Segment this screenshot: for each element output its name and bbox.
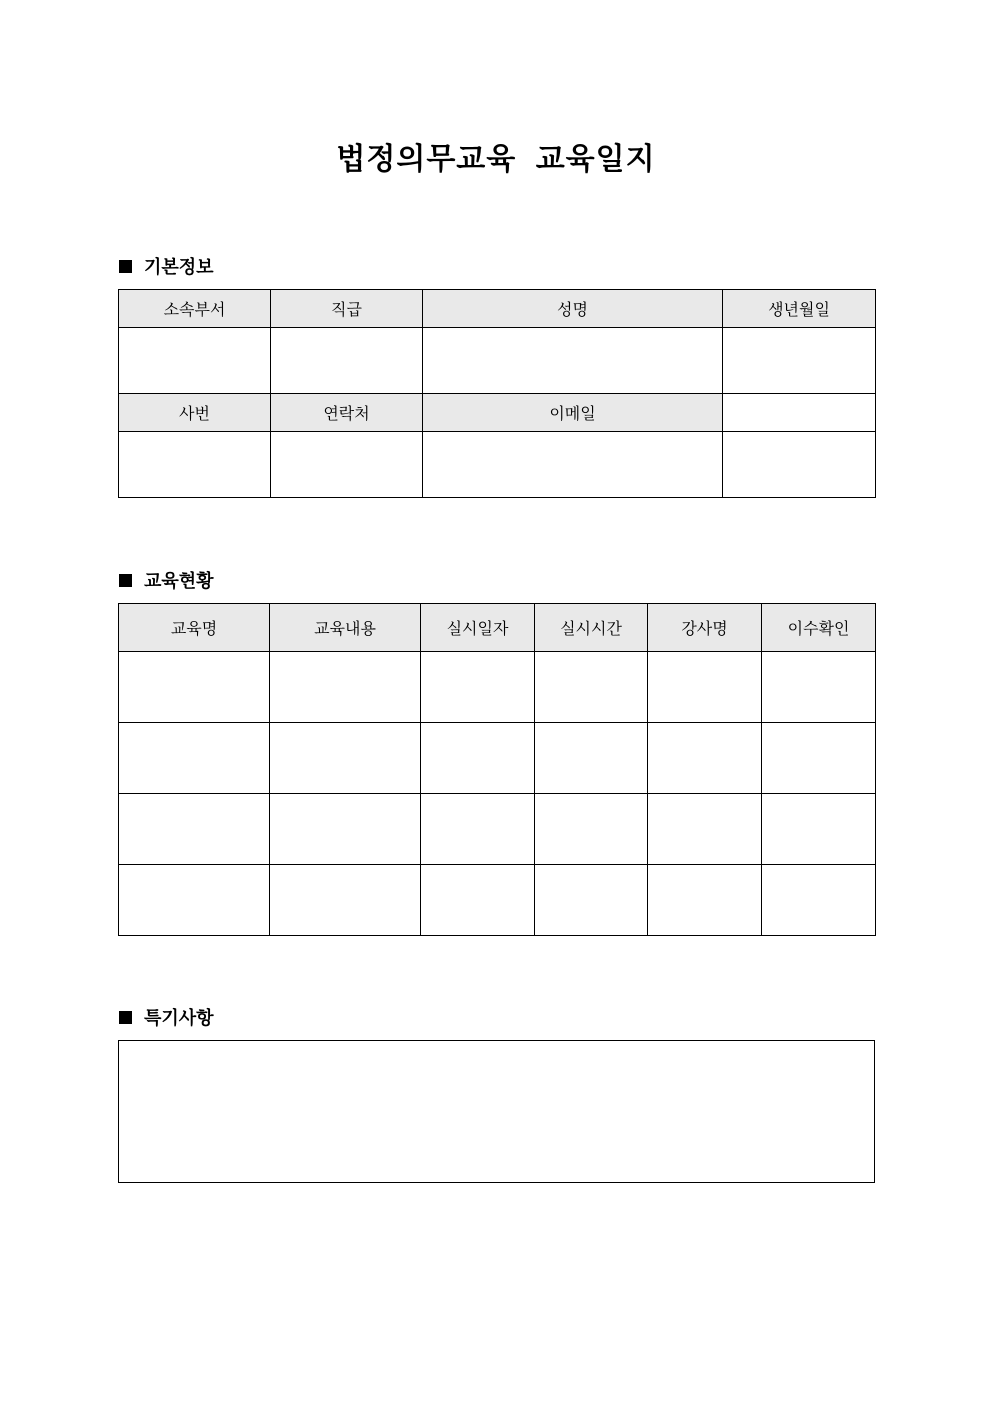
table-row [119,723,876,794]
table-row [119,328,876,394]
header-cell-name: 성명 [423,290,723,328]
input-cell-department[interactable] [119,328,271,394]
header-cell-department: 소속부서 [119,290,271,328]
table-header-row [119,394,876,432]
input-cell[interactable] [762,794,876,865]
table-row [119,794,876,865]
input-cell[interactable] [535,723,648,794]
input-cell[interactable] [535,794,648,865]
input-cell[interactable] [421,794,535,865]
section-heading-education-status [119,567,214,593]
header-cell-completion: 이수확인 [762,604,876,652]
input-cell[interactable] [421,865,535,936]
input-cell[interactable] [421,723,535,794]
header-cell-position: 직급 [271,290,423,328]
table-header-row [119,604,876,652]
section-heading-basic-info [119,253,214,279]
education-status-table [118,603,876,936]
input-cell[interactable] [270,865,421,936]
square-bullet-icon [119,260,132,273]
input-cell[interactable] [270,794,421,865]
input-cell[interactable] [762,723,876,794]
input-cell[interactable] [119,723,270,794]
input-cell-name[interactable] [423,328,723,394]
header-cell-empty [723,394,876,432]
input-cell[interactable] [648,723,762,794]
input-cell[interactable] [270,652,421,723]
table-row [119,865,876,936]
input-cell-employee-id[interactable] [119,432,271,498]
section-heading-label: 교육현황 [144,571,214,592]
input-cell-contact[interactable] [271,432,423,498]
header-cell-birthdate: 생년월일 [723,290,876,328]
header-cell-contact: 연락처 [271,394,423,432]
input-cell-email[interactable] [423,432,723,498]
input-cell-position[interactable] [271,328,423,394]
table-row [119,432,876,498]
input-cell-birthdate[interactable] [723,328,876,394]
table-header-row [119,290,876,328]
input-cell[interactable] [421,652,535,723]
input-cell[interactable] [535,652,648,723]
input-cell[interactable] [119,865,270,936]
input-cell[interactable] [762,865,876,936]
section-heading-notes [119,1004,214,1030]
page-title: 법정의무교육 교육일지 [336,142,656,177]
input-cell[interactable] [270,723,421,794]
header-cell-hours: 실시시간 [535,604,648,652]
header-cell-date: 실시일자 [421,604,535,652]
input-cell[interactable] [762,652,876,723]
input-cell-extra[interactable] [723,432,876,498]
header-cell-instructor: 강사명 [648,604,762,652]
input-cell[interactable] [648,652,762,723]
basic-info-table [118,289,876,498]
square-bullet-icon [119,574,132,587]
header-cell-course-name: 교육명 [119,604,270,652]
section-heading-label: 기본정보 [144,257,214,278]
notes-textarea[interactable] [118,1040,875,1183]
input-cell[interactable] [119,652,270,723]
input-cell[interactable] [119,794,270,865]
section-heading-label: 특기사항 [144,1008,214,1029]
input-cell[interactable] [535,865,648,936]
header-cell-employee-id: 사번 [119,394,271,432]
table-row [119,652,876,723]
header-cell-email: 이메일 [423,394,723,432]
header-cell-course-content: 교육내용 [270,604,421,652]
input-cell[interactable] [648,794,762,865]
input-cell[interactable] [648,865,762,936]
square-bullet-icon [119,1011,132,1024]
